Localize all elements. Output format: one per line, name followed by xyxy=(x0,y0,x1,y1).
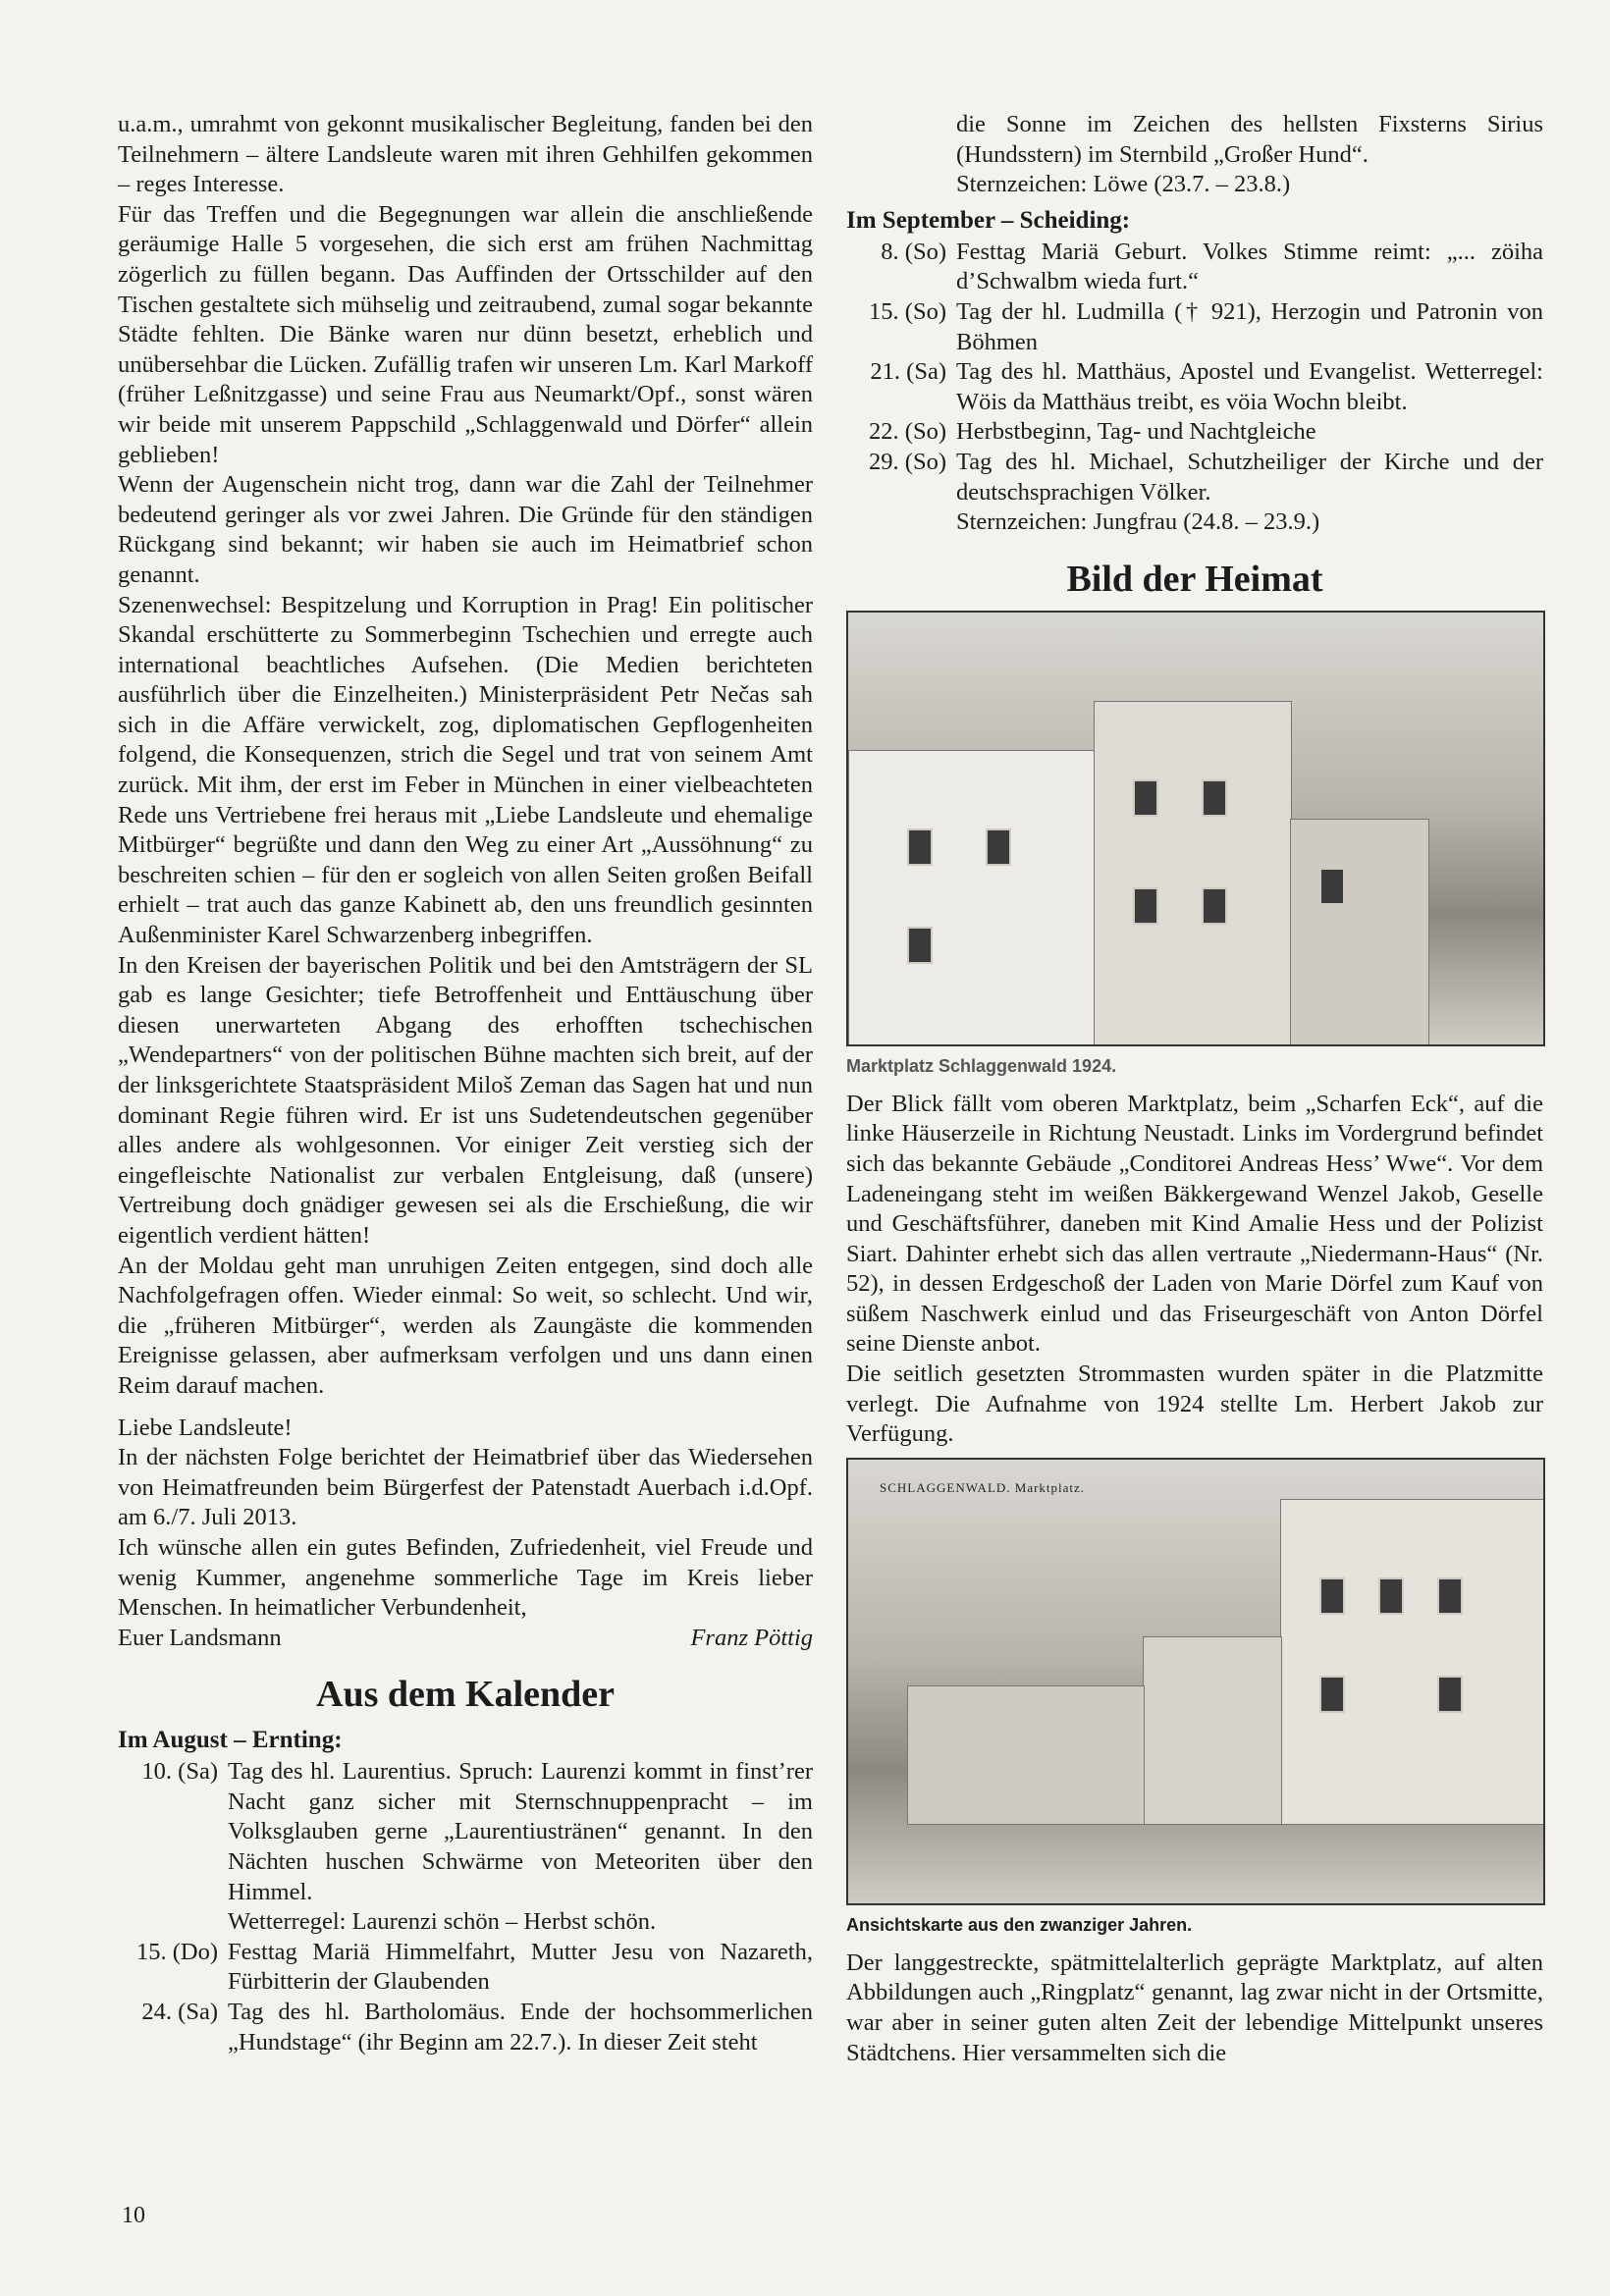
postcard-title: SCHLAGGENWALD. Marktplatz. xyxy=(880,1479,1086,1495)
august-heading: Im August – Ernting: xyxy=(118,1727,343,1754)
entry-date: 15. (Do) xyxy=(135,1938,218,1965)
signature: Franz Pöttig xyxy=(690,1624,813,1651)
entry-text: Herbstbeginn, Tag- und Nachtgleiche xyxy=(956,418,1316,446)
paragraph: Szenenwechsel: Bespitzelung und Korruption in Prag! Ein politischer Skandal erschütterte zu Sommerbeginn Tschechien und erregte auch international beachtliches Aufsehen. (Die Medien berichteten ausführlich über die Einzelheiten.) Ministerpräsident Petr Nečas sah sich in die Affäre verwickelt, zog, diplomatischen Gepflogenheiten folgend, die Konsequenzen, strich die Segel und trat von seinem Amt zurück. Mit ihm, der erst im Feber in München in einer vielbeachteten Rede uns Vertriebene frei heraus mit „Liebe Landsleute und ehemalige Mitbürger“ begrüßte und dann den Weg zu einer Art „Aussöhnung“ zu beschreiten schien – für den er sogleich von allen Seiten großen Beifall erhielt – trat auch das ganze Kabinett ab, den uns freundlich gesinnten Außenminister Karel Schwarzenberg inbegriffen. xyxy=(118,591,813,949)
calendar-entry xyxy=(846,417,1543,448)
entry-date: 24. (Sa) xyxy=(141,1999,218,2026)
calendar-entry xyxy=(846,297,1543,357)
entry-text: die Sonne im Zeichen des hellsten Fixsterns Sirius (Hundsstern) im Sternbild „Großer Hund“. xyxy=(956,111,1543,168)
closing: Euer Landsmann xyxy=(118,1624,282,1651)
paragraph: An der Moldau geht man unruhigen Zeiten entgegen, sind doch alle Nachfolgefragen offen. Wieder einmal: So weit, so schlecht. Und wir, die „früheren Mitbürger“, werden als Zaungäste die kommenden Ereignisse gelassen, aber aufmerksam verfolgen und uns dann einen Reim darauf machen. xyxy=(118,1252,813,1399)
postcard-photo xyxy=(846,1458,1545,1905)
photo-caption: Marktplatz Schlaggenwald 1924. xyxy=(846,1055,1117,1076)
zodiac-note: Sternzeichen: Jungfrau (24.8. – 23.9.) xyxy=(956,508,1320,536)
calendar-entry xyxy=(846,357,1543,417)
entry-date: 8. (So) xyxy=(881,238,946,265)
entry-text: Tag des hl. Bartholomäus. Ende der hochsommerlichen „Hundstage“ (ihr Beginn am 22.7.). In dieser Zeit steht xyxy=(228,1999,813,2056)
september-heading: Im September – Scheiding: xyxy=(846,206,1131,234)
paragraph: Der langgestreckte, spätmittelalterlich geprägte Marktplatz, auf alten Abbildungen auch „Ringplatz“ genannt, lag zwar nicht in der Ortsmitte, war aber in seiner guten alten Zeit der lebendige Mittelpunkt unseres Städtchens. Hier versammelten sich die xyxy=(846,1949,1543,2066)
letter-paragraph: In der nächsten Folge berichtet der Heimatbrief über das Wiedersehen von Heimatfreunden beim Bürgerfest der Patenstadt Auerbach i.d.Opf. am 6./7. Juli 2013. xyxy=(118,1444,813,1531)
paragraph: In den Kreisen der bayerischen Politik und bei den Amtsträgern der SL gab es lange Gesichter; tiefe Betroffenheit und Enttäuschung über diesen unerwarteten Abgang des erhofften tschechischen „Wendepartners“ von der politischen Bühne machten sich breit, auf der der linksgerichtete Staatspräsident Miloš Zeman das Sagen hat und nun dominant Regie führen wird. Er ist uns Sudetendeutschen gegenüber alles andere als wohlgesonnen. Vor einiger Zeit verstieg sich der eingefleischte Nationalist zur verbalen Entgleisung, daß (unsere) Vertreibung doch gnädiger gewesen sei als die Erschießung, die wir eigentlich verdient hätten! xyxy=(118,951,813,1249)
entry-text: Festtag Mariä Geburt. Volkes Stimme reimt: „... zöiha d’Schwalbm wieda furt.“ xyxy=(956,238,1543,295)
calendar-entry xyxy=(118,1757,813,1938)
paragraph: Der Blick fällt vom oberen Marktplatz, beim „Scharfen Eck“, auf die linke Häuserzeile in Richtung Neustadt. Links im Vordergrund befindet sich das bekannte Gebäude „Conditorei Andreas Hess’ Wwe“. Vor dem Ladeneingang steht im weißen Bäkkergewand Wenzel Jakob, Geselle und Geschäftsführer, daneben mit Kind Amalie Hess und der Polizist Siart. Dahinter erhebt sich das allen vertraute „Niedermann-Haus“ (Nr. 52), in dessen Erdgeschoß der Laden von Marie Dörfel zum Kauf von süßem Naschwerk einlud und das Friseurgeschäft von Anton Dörfel seine Dienste anbot. xyxy=(846,1090,1543,1358)
letter-greeting: Liebe Landsleute! xyxy=(118,1414,293,1441)
entry-text: Festtag Mariä Himmelfahrt, Mutter Jesu von Nazareth, Fürbitterin der Glaubenden xyxy=(228,1938,813,1996)
entry-text: Tag der hl. Ludmilla († 921), Herzogin und Patronin von Böhmen xyxy=(956,297,1543,355)
paragraph: Die seitlich gesetzten Strommasten wurden später in die Platzmitte verlegt. Die Aufnahme von 1924 stellte Lm. Herbert Jakob zur Verfügung. xyxy=(846,1361,1543,1448)
kalender-heading: Aus dem Kalender xyxy=(316,1674,615,1716)
entry-text: Tag des hl. Michael, Schutzheiliger der Kirche und der deutschsprachigen Völker. xyxy=(956,448,1543,506)
left-column xyxy=(118,110,813,2057)
entry-date: 22. (So) xyxy=(869,418,946,446)
calendar-entry xyxy=(118,1938,813,1998)
entry-date: 10. (Sa) xyxy=(141,1758,218,1786)
entry-date: 15. (So) xyxy=(869,297,946,325)
page-number: 10 xyxy=(122,2203,145,2228)
entry-date: 21. (Sa) xyxy=(870,358,946,386)
calendar-entry-continuation xyxy=(846,110,1543,200)
signature-line xyxy=(118,1624,813,1654)
letter-paragraph: Ich wünsche allen ein gutes Befinden, Zufriedenheit, viel Freude und wenig Kummer, angenehme sommerliche Tage im Kreis lieber Menschen. In heimatlicher Verbundenheit, xyxy=(118,1533,813,1622)
paragraph: Wenn der Augenschein nicht trog, dann war die Zahl der Teilnehmer bedeutend geringer als vor zwei Jahren. Die Gründe für den ständigen Rückgang sind bekannt; wir haben sie auch im Heimatbrief schon genannt. xyxy=(118,471,813,588)
calendar-entry xyxy=(846,238,1543,297)
marketplace-photo-1924 xyxy=(846,611,1545,1046)
paragraph: u.a.m., umrahmt von gekonnt musikalischer Begleitung, fanden bei den Teilnehmern – ältere Landsleute waren mit ihren Gehhilfen gekommen – reges Interesse. xyxy=(118,111,813,198)
calendar-entry xyxy=(118,1998,813,2057)
zodiac-note: Sternzeichen: Löwe (23.7. – 23.8.) xyxy=(956,171,1291,198)
photo-caption: Ansichtskarte aus den zwanziger Jahren. xyxy=(846,1914,1193,1935)
paragraph: Für das Treffen und die Begegnungen war allein die anschließende geräumige Halle 5 vorgesehen, die sich erst am frühen Nachmittag zögerlich zu füllen begann. Das Auffinden der Ortsschilder auf den Tischen gestaltete sich mühselig und zeitraubend, zumal sogar bekannte Städte fehlten. Die Bänke waren nur dünn besetzt, erheblich und unübersehbar die Lücken. Zufällig trafen wir unseren Lm. Karl Markoff (früher Leßnitzgasse) und seine Frau aus Neumarkt/Opf., sonst wären wir beide mit unserem Pappschild „Schlaggenwald und Dörfer“ allein geblieben! xyxy=(118,200,813,468)
heimat-heading: Bild der Heimat xyxy=(1066,558,1323,600)
entry-weather-rule: Wetterregel: Laurenzi schön – Herbst schön. xyxy=(228,1908,657,1936)
entry-text: Tag des hl. Laurentius. Spruch: Laurenzi kommt in finst’rer Nacht ganz sicher mit Sternschnuppenpracht – im Volksglauben gerne „Laurentiustränen“ genannt. In den Nächten huschen Schwärme von Meteoriten über den Himmel. xyxy=(228,1758,813,1905)
entry-date: 29. (So) xyxy=(869,448,946,475)
right-column xyxy=(846,110,1543,2068)
entry-text: Tag des hl. Matthäus, Apostel und Evangelist. Wetterregel: Wöis da Matthäus treibt, es vöia Wochn bleibt. xyxy=(956,358,1543,415)
calendar-entry xyxy=(846,448,1543,538)
